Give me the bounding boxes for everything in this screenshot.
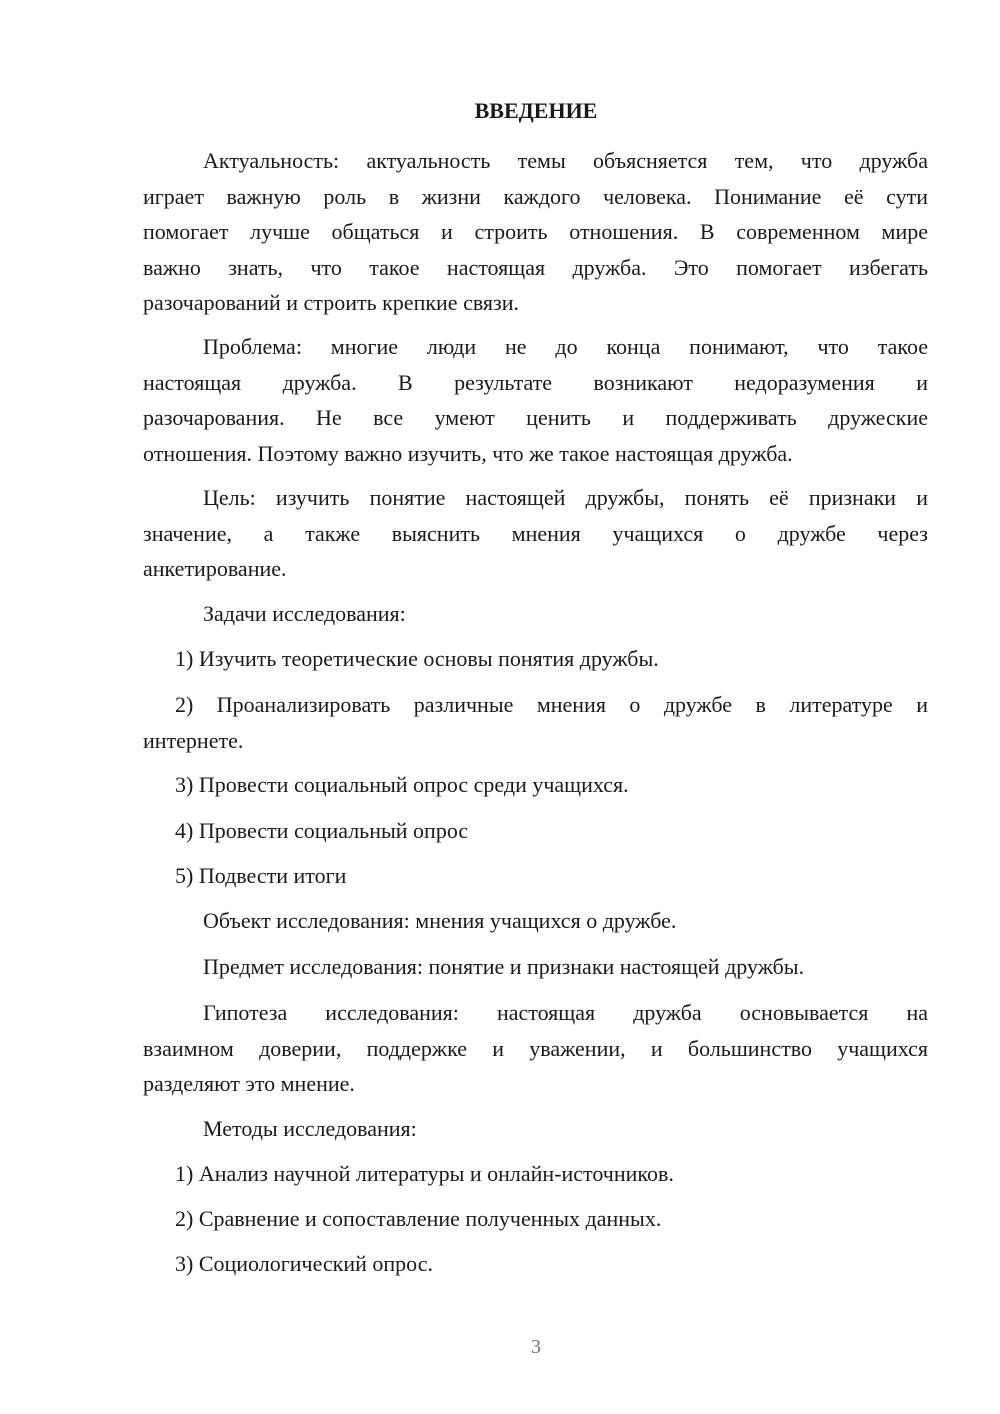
task-item-1: 1) Изучить теоретические основы понятия дружбы. (175, 646, 659, 671)
problem-line-2: настоящая дружба. В результате возникают недоразумения и (143, 369, 928, 395)
relevance-line-3: помогает лучше общаться и строить отношения. В современном мире (143, 219, 928, 244)
relevance-line-2: играет важную роль в жизни каждого человека. Понимание её сути (143, 183, 928, 209)
task-item-2 (143, 687, 928, 758)
goal-line-3: анкетирование. (143, 556, 287, 581)
task-item-2-line-1: 2) Проанализировать различные мнения о дружбе в литературе и (175, 692, 928, 717)
task-item-3: 3) Провести социальный опрос среди учащихся. (175, 772, 629, 797)
method-item-3: 3) Социологический опрос. (175, 1251, 433, 1276)
page-number: 3 (531, 1336, 541, 1358)
relevance-paragraph (143, 143, 928, 321)
methods-heading: Методы исследования: (203, 1116, 417, 1141)
goal-line-2: значение, а также выяснить мнения учащихся о дружбе через (143, 520, 928, 546)
goal-paragraph (143, 480, 928, 587)
hypothesis-line-1: Гипотеза исследования: настоящая дружба основывается на (203, 1000, 928, 1025)
task-item-5: 5) Подвести итоги (175, 863, 347, 888)
problem-line-1: Проблема: многие люди не до конца понимают, что такое (203, 334, 928, 359)
task-item-2-line-2: интернете. (143, 727, 244, 753)
relevance-line-4: важно знать, что такое настоящая дружба. Это помогает избегать (143, 254, 928, 280)
page-title: ВВЕДЕНИЕ (474, 98, 598, 123)
task-item-4: 4) Провести социальный опрос (175, 818, 469, 843)
goal-line-1: Цель: изучить понятие настоящей дружбы, понять её признаки и (203, 485, 928, 510)
tasks-heading: Задачи исследования: (203, 601, 406, 626)
problem-paragraph (143, 329, 928, 471)
research-object: Объект исследования: мнения учащихся о дружбе. (203, 908, 677, 933)
method-item-1: 1) Анализ научной литературы и онлайн-источников. (175, 1161, 674, 1186)
problem-line-3: разочарования. Не все умеют ценить и поддерживать дружеские (143, 405, 928, 430)
relevance-line-1: Актуальность: актуальность темы объясняется тем, что дружба (203, 148, 928, 173)
relevance-line-5: разочарований и строить крепкие связи. (143, 290, 520, 315)
hypothesis-line-3: разделяют это мнение. (143, 1071, 355, 1096)
research-subject: Предмет исследования: понятие и признаки настоящей дружбы. (203, 954, 805, 979)
hypothesis-line-2: взаимном доверии, поддержке и уважении, и большинство учащихся (143, 1035, 928, 1061)
hypothesis-paragraph (143, 995, 928, 1102)
method-item-2: 2) Сравнение и сопоставление полученных данных. (175, 1206, 662, 1231)
problem-line-4: отношения. Поэтому важно изучить, что же такое настоящая дружба. (143, 440, 793, 466)
